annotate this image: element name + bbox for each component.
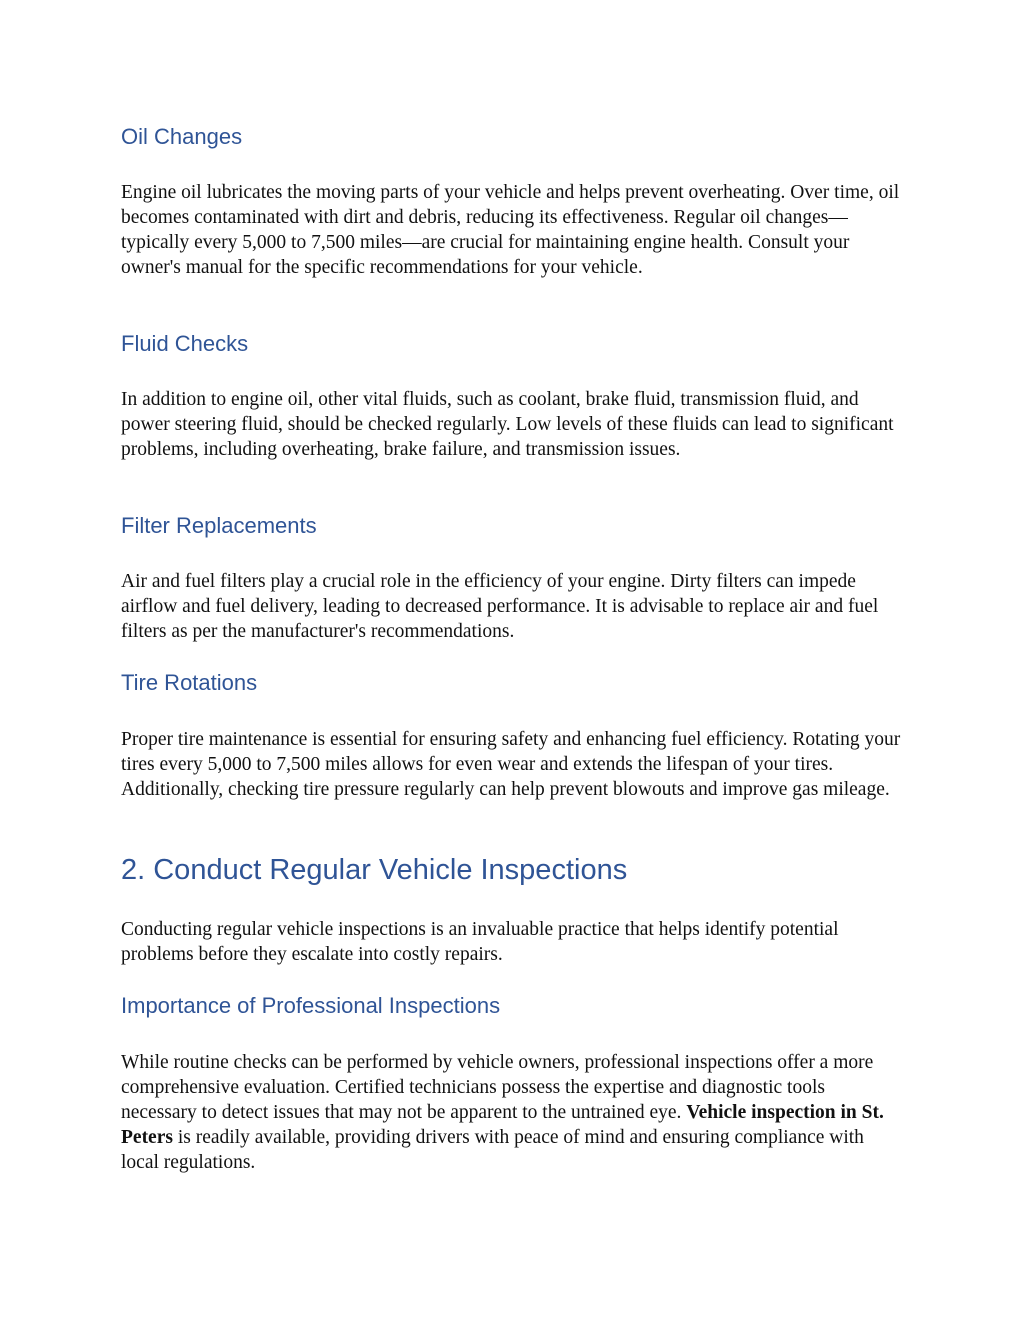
heading-filter-replacements: Filter Replacements (121, 513, 317, 538)
heading-oil-changes: Oil Changes (121, 124, 243, 149)
paragraph-professional-inspections (121, 1050, 901, 1175)
heading-tire-rotations: Tire Rotations (121, 670, 258, 695)
paragraph-fluid-checks: In addition to engine oil, other vital fluids, such as coolant, brake fluid, transmission fluid, and power steering fluid, should be checked regularly. Low levels of these fluids can lead to significant problems, including overheating, brake failure, and transmission issues. (121, 389, 894, 460)
paragraph-oil-changes: Engine oil lubricates the moving parts of your vehicle and helps prevent overheating. Over time, oil becomes contaminated with dirt and debris, reducing its effectiveness. Regular oil changes—typically every 5,000 to 7,500 miles—are crucial for maintaining engine health. Consult your owner's manual for the specific recommendations for your vehicle. (121, 182, 900, 278)
paragraph-filter-replacements: Air and fuel filters play a crucial role in the efficiency of your engine. Dirty filters can impede airflow and fuel delivery, leading to decreased performance. It is advisable to replace air and fuel filters as per the manufacturer's recommendations. (121, 571, 879, 642)
heading-professional-inspections: Importance of Professional Inspections (121, 993, 501, 1018)
vehicle-inspection-bold-text: Vehicle inspection in St. Peters (121, 1102, 884, 1148)
heading-fluid-checks: Fluid Checks (121, 331, 249, 356)
paragraph-conduct-inspections: Conducting regular vehicle inspections is an invaluable practice that helps identify potential problems before they escalate into costly repairs. (121, 919, 839, 965)
paragraph-text-after: is readily available, providing drivers with peace of mind and ensuring compliance with local regulations. (121, 1127, 864, 1173)
heading-conduct-inspections: 2. Conduct Regular Vehicle Inspections (121, 854, 628, 886)
paragraph-tire-rotations: Proper tire maintenance is essential for ensuring safety and enhancing fuel efficiency. Rotating your tires every 5,000 to 7,500 miles allows for even wear and extends the lifespan of your tires. Additionally, checking tire pressure regularly can help prevent blowouts and improve gas mileage. (121, 729, 901, 800)
paragraph-text-before: While routine checks can be performed by vehicle owners, professional inspections offer a more comprehensive evaluation. Certified technicians possess the expertise and diagnostic tools necessary to detect issues that may not be apparent to the untrained eye. (121, 1052, 874, 1123)
